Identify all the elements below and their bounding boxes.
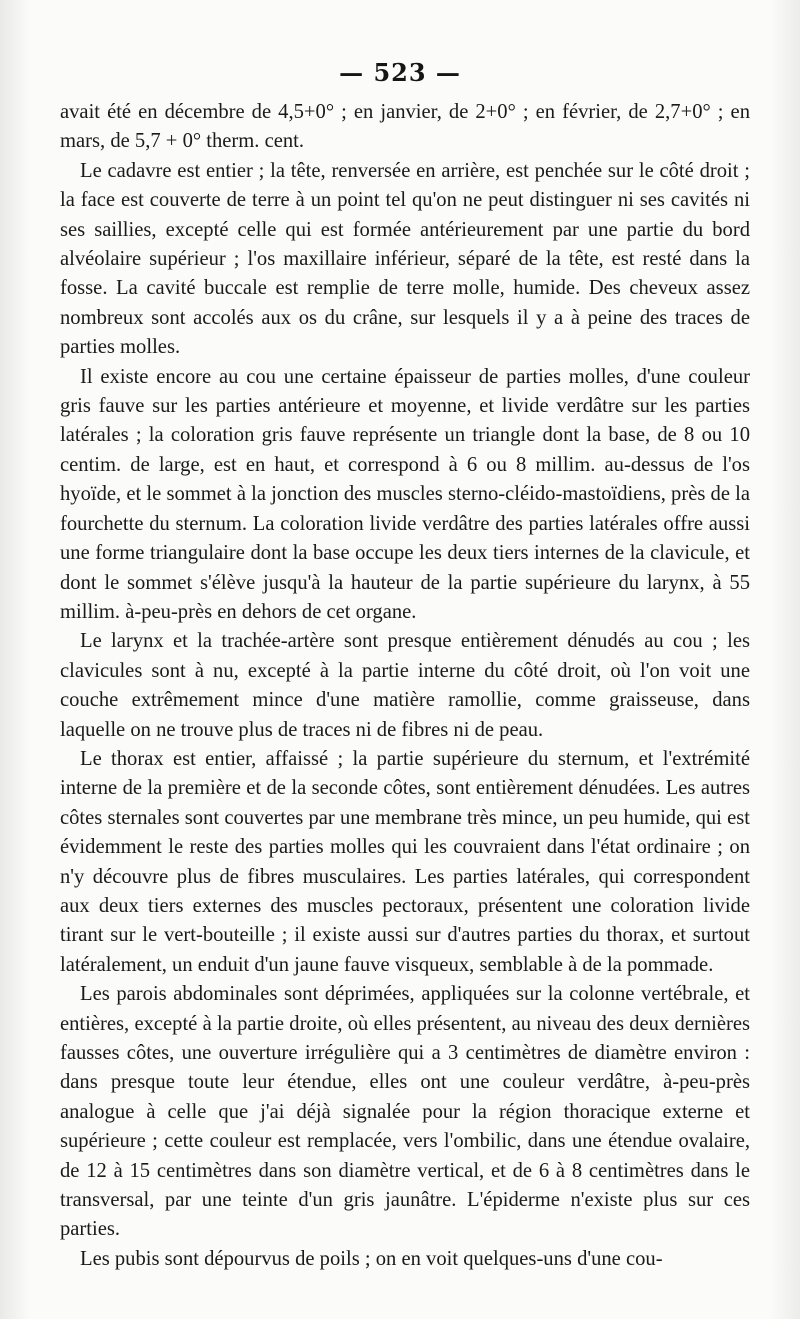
paragraph-thorax-description: Le thorax est entier, affaissé ; la partie supérieure du sternum, et l'extrémité interne de la première et de la seconde côtes, sont entièrement dénudées. Les autres côtes sternales sont couvertes par une membrane très mince, un peu humide, qui est évidemment le reste des parties molles qui les couvraient dans l'état ordinaire ; on n'y découvre plus de fibres musculaires. Les parties latérales, qui correspondent aux deux tiers externes des muscles pectoraux, présentent une coloration livide tirant sur le vert-bouteille ; il existe aussi sur d'autres parties du thorax, et surtout latéralement, un enduit d'un jaune fauve visqueux, semblable à de la pommade.	[60, 747, 750, 976]
paragraph-pubis-description: Les pubis sont dépourvus de poils ; on en voit quelques-uns d'une cou-	[80, 1247, 663, 1270]
page-number: — 523 —	[339, 58, 461, 87]
paragraph-abdomen-description: Les parois abdominales sont déprimées, appliquées sur la colonne vertébrale, et entières, excepté à la partie droite, où elles présentent, au niveau des deux dernières fausses côtes, une ouverture irrégulière qui a 3 centimètres de diamètre environ : dans presque toute leur étendue, elles ont une couleur verdâtre, à-peu-près analogue à celle que j'ai déjà signalée pour la région thoracique externe et supérieure ; cette couleur est remplacée, vers l'ombilic, dans une étendue ovalaire, de 12 à 15 centimètres dans son diamètre vertical, et de 6 à 8 centimètres dans le transversal, par une teinte d'un gris jaunâtre. L'épiderme n'existe plus sur ces parties.	[60, 983, 750, 1241]
paragraph-larynx-description: Le larynx et la trachée-artère sont presque entièrement dénudés au cou ; les clavicules sont à nu, excepté à la partie interne du côté droit, où l'on voit une couche extrêmement mince d'une matière ramollie, comme graisseuse, dans laquelle on ne trouve plus de traces ni de fibres ni de peau.	[60, 630, 750, 741]
page-body-text	[60, 98, 750, 1274]
paragraph-neck-description: Il existe encore au cou une certaine épaisseur de parties molles, d'une couleur gris fauve sur les parties antérieure et moyenne, et livide verdâtre sur les parties latérales ; la coloration gris fauve représente un triangle dont la base, de 8 ou 10 centim. de large, est en haut, et correspond à 6 ou 8 millim. au-dessus de l'os hyoïde, et le sommet à la jonction des muscles sterno-cléido-mastoïdiens, près de la fourchette du sternum. La coloration livide verdâtre des parties latérales offre aussi une forme triangulaire dont la base occupe les deux tiers internes de la clavicule, et dont le sommet s'élève jusqu'à la hauteur de la partie supérieure du larynx, à 55 millim. à-peu-près en dehors de cet organe.	[60, 365, 750, 623]
paragraph-temperature-continuation: avait été en décembre de 4,5+0° ; en janvier, de 2+0° ; en février, de 2,7+0° ; en mars, de 5,7 + 0° therm. cent.	[60, 101, 750, 153]
paragraph-head-description: Le cadavre est entier ; la tête, renversée en arrière, est penchée sur le côté droit ; la face est couverte de terre à un point tel qu'on ne peut distinguer ni ses cavités ni ses saillies, excepté celle qui est formée antérieurement par une partie du bord alvéolaire supérieur ; l'os maxillaire inférieur, séparé de la tête, est resté dans la fosse. La cavité buccale est remplie de terre molle, humide. Des cheveux assez nombreux sont accolés aux os du crâne, sur lesquels il y a à peine des traces de parties molles.	[60, 159, 750, 359]
